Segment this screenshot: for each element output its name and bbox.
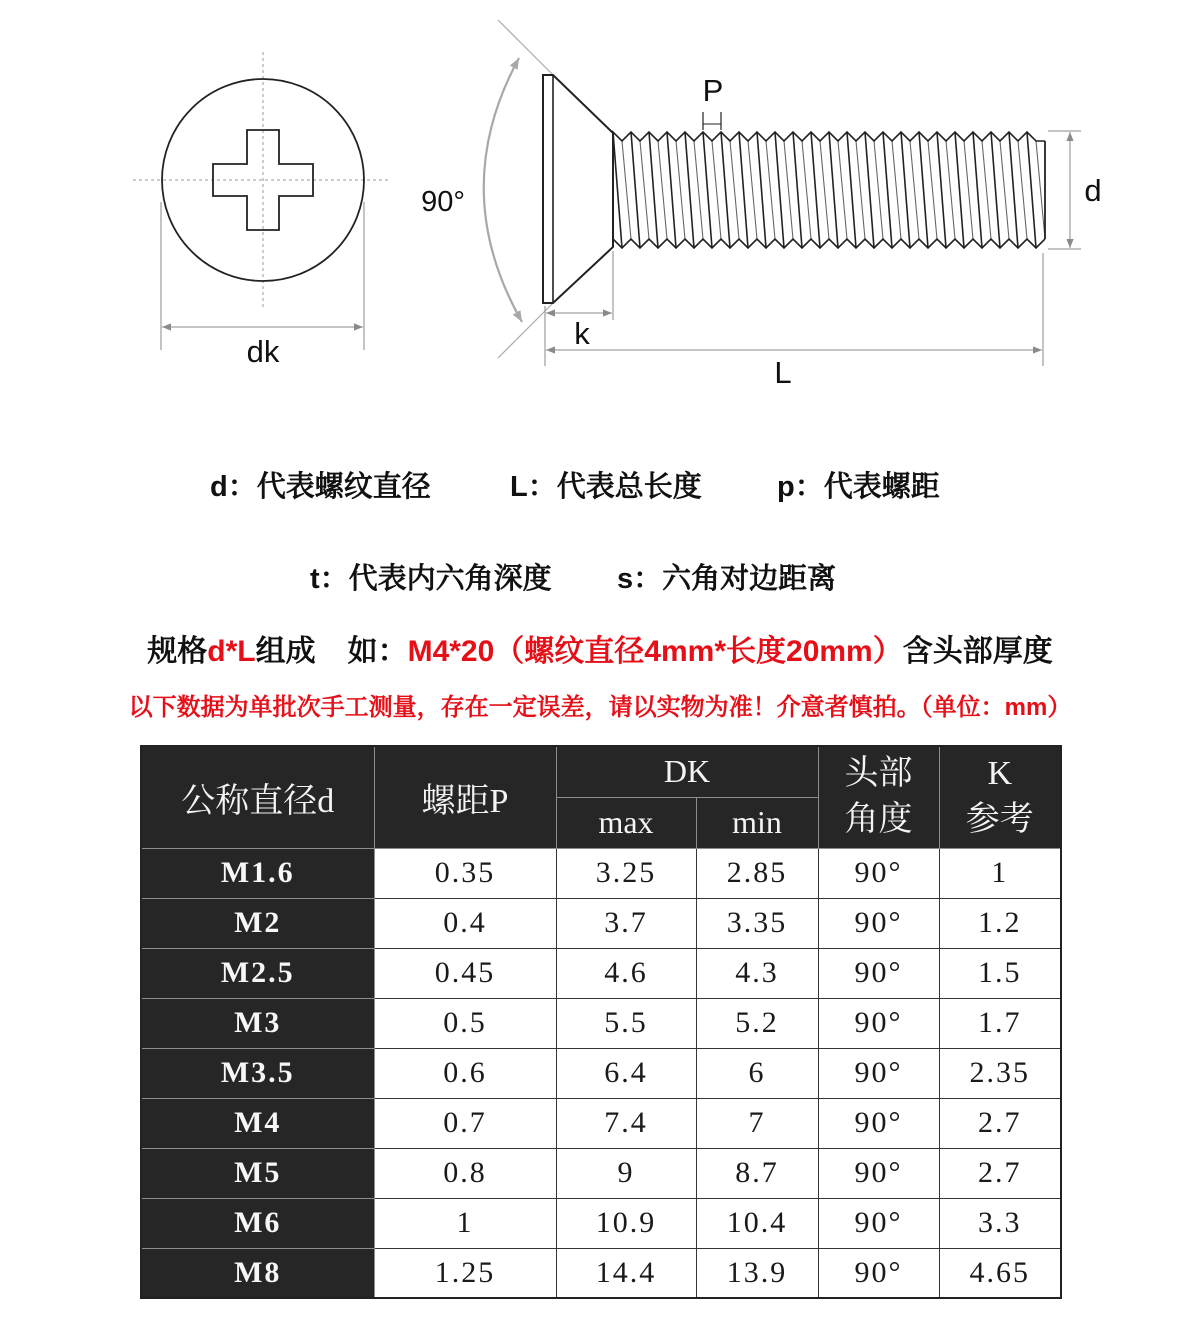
thread-root-line: [928, 141, 937, 239]
thread-root-line: [766, 141, 775, 239]
thread-crest-line: [757, 132, 766, 248]
screw-side-view: [421, 20, 1102, 390]
thread-crest-line: [847, 132, 856, 248]
thread-root-line: [964, 141, 973, 239]
thread-crest-line: [973, 132, 982, 248]
dk-max-cell: 3.25: [556, 848, 696, 898]
head-angle-cell: 90°: [818, 998, 939, 1048]
k-cell: 2.35: [939, 1048, 1061, 1098]
thread-root-line: [622, 141, 631, 239]
threaded-shank: [613, 132, 1045, 248]
thread-root-line: [1000, 141, 1009, 239]
legend-l: L：代表总长度: [510, 471, 702, 503]
thread-crest-line: [721, 132, 730, 248]
pitch-cell: 1.25: [374, 1248, 556, 1298]
dk-min-cell: 7: [696, 1098, 818, 1148]
dk-min-cell: 13.9: [696, 1248, 818, 1298]
pitch-cell: 0.4: [374, 898, 556, 948]
head-angle-cell: 90°: [818, 898, 939, 948]
thread-crest-line: [991, 132, 1000, 248]
k-cell: 1.5: [939, 948, 1061, 998]
k-cell: 1: [939, 848, 1061, 898]
header-head-angle-line2: 角度: [844, 801, 913, 839]
thread-root-line: [982, 141, 991, 239]
thread-crest-line: [631, 132, 640, 248]
dk-max-cell: 4.6: [556, 948, 696, 998]
header-head-angle-line1: 头部: [844, 755, 913, 793]
header-dk: DK: [556, 746, 818, 797]
spec-formula: d*L: [207, 635, 256, 668]
thread-crest-line: [685, 132, 694, 248]
thread-root-line: [820, 141, 829, 239]
thread-root-line: [1018, 141, 1027, 239]
head-angle-cell: 90°: [818, 1248, 939, 1298]
pitch-cell: 0.8: [374, 1148, 556, 1198]
head-angle-cell: 90°: [818, 1198, 939, 1248]
spec-example-value: M4*20（螺纹直径4mm*长度20mm）: [407, 635, 903, 668]
table-row: [141, 1148, 1061, 1198]
thread-root-line: [658, 141, 667, 239]
thread-root-line: [946, 141, 955, 239]
header-dk-max: max: [556, 797, 696, 848]
pitch-cell: 0.35: [374, 848, 556, 898]
thread-crest-line: [613, 132, 622, 248]
nominal-diameter-cell: M3.5: [141, 1048, 374, 1098]
pitch-cell: 0.7: [374, 1098, 556, 1148]
spec-example-label: 如：: [347, 635, 408, 668]
dk-max-cell: 5.5: [556, 998, 696, 1048]
dk-max-cell: 3.7: [556, 898, 696, 948]
thread-root-line: [712, 141, 721, 239]
spec-format-note: [40, 632, 1160, 672]
thread-root-line: [748, 141, 757, 239]
length-label: L: [774, 355, 792, 390]
thread-crest-line: [703, 132, 712, 248]
angle-extension-line-top: [498, 20, 553, 75]
thread-crest-line: [829, 132, 838, 248]
pitch-label: P: [702, 73, 724, 108]
thread-root-line: [784, 141, 793, 239]
thread-root-line: [730, 141, 739, 239]
thread-crest-line: [1027, 132, 1036, 248]
screw-dimension-diagram: [0, 0, 1200, 420]
nominal-diameter-cell: M4: [141, 1098, 374, 1148]
thread-root-line: [838, 141, 847, 239]
spec-suffix: 组成: [255, 635, 316, 668]
head-angle-cell: 90°: [818, 848, 939, 898]
pitch-cell: 0.6: [374, 1048, 556, 1098]
table-row: [141, 948, 1061, 998]
header-k-line1: K: [987, 755, 1013, 793]
nominal-diameter-cell: M2.5: [141, 948, 374, 998]
table-row: [141, 1248, 1061, 1298]
pitch-cell: 0.5: [374, 998, 556, 1048]
thread-crest-line: [649, 132, 658, 248]
thread-root-line: [802, 141, 811, 239]
dk-min-cell: 10.4: [696, 1198, 818, 1248]
header-head-angle: [818, 746, 939, 848]
table-header-row: [141, 746, 1061, 797]
thread-root-line: [910, 141, 919, 239]
header-k-line2: 参考: [965, 801, 1034, 839]
table-row: [141, 898, 1061, 948]
thread-root-line: [856, 141, 865, 239]
thread-crest-line: [811, 132, 820, 248]
spec-table: [140, 745, 1062, 1299]
nominal-diameter-cell: M3: [141, 998, 374, 1048]
nominal-diameter-cell: M8: [141, 1248, 374, 1298]
legend-t: t：代表内六角深度: [310, 563, 552, 595]
thread-crest-line: [865, 132, 874, 248]
head-angle-label: 90°: [421, 186, 465, 218]
thread-root-line: [694, 141, 703, 239]
thread-crest-line: [883, 132, 892, 248]
head-top-view: [133, 52, 388, 369]
table-row: [141, 1098, 1061, 1148]
spec-example-note: 含头部厚度: [902, 635, 1053, 668]
k-cell: 4.65: [939, 1248, 1061, 1298]
nominal-diameter-cell: M6: [141, 1198, 374, 1248]
dk-max-cell: 14.4: [556, 1248, 696, 1298]
header-dk-min: min: [696, 797, 818, 848]
thread-root-line: [874, 141, 883, 239]
dk-label: dk: [246, 334, 280, 369]
thread-crest-line: [739, 132, 748, 248]
dk-max-cell: 6.4: [556, 1048, 696, 1098]
k-cell: 2.7: [939, 1148, 1061, 1198]
table-row: [141, 848, 1061, 898]
legend-s: s：六角对边距离: [617, 563, 837, 595]
thread-crest-line: [901, 132, 910, 248]
dk-min-cell: 3.35: [696, 898, 818, 948]
spec-prefix: 规格: [147, 635, 208, 668]
nominal-diameter-cell: M2: [141, 898, 374, 948]
header-nominal-diameter: 公称直径d: [141, 746, 374, 848]
thread-root-line: [892, 141, 901, 239]
thread-root-line: [1036, 141, 1045, 239]
k-cell: 2.7: [939, 1098, 1061, 1148]
pitch-cell: 1: [374, 1198, 556, 1248]
thread-root-line: [676, 141, 685, 239]
thread-crest-line: [919, 132, 928, 248]
pitch-cell: 0.45: [374, 948, 556, 998]
thread-crest-line: [1009, 132, 1018, 248]
dk-min-cell: 2.85: [696, 848, 818, 898]
thread-root-line: [640, 141, 649, 239]
thread-diameter-label: d: [1084, 173, 1102, 208]
k-cell: 1.7: [939, 998, 1061, 1048]
dk-min-cell: 6: [696, 1048, 818, 1098]
thread-crest-line: [955, 132, 964, 248]
dk-min-cell: 4.3: [696, 948, 818, 998]
header-pitch: 螺距P: [374, 746, 556, 848]
dk-max-cell: 9: [556, 1148, 696, 1198]
thread-crest-line: [775, 132, 784, 248]
head-angle-cell: 90°: [818, 1098, 939, 1148]
k-cell: 1.2: [939, 898, 1061, 948]
dk-min-cell: 8.7: [696, 1148, 818, 1198]
k-cell: 3.3: [939, 1198, 1061, 1248]
dk-min-cell: 5.2: [696, 998, 818, 1048]
head-angle-cell: 90°: [818, 1148, 939, 1198]
legend-p: p：代表螺距: [777, 471, 940, 503]
dk-max-cell: 10.9: [556, 1198, 696, 1248]
table-row: [141, 1048, 1061, 1098]
table-row: [141, 998, 1061, 1048]
head-height-label: k: [574, 316, 590, 351]
nominal-diameter-cell: M1.6: [141, 848, 374, 898]
header-k-reference: [939, 746, 1061, 848]
measurement-disclaimer: 以下数据为单批次手工测量，存在一定误差，请以实物为准！介意者慎拍。（单位：mm）: [128, 694, 1072, 721]
thread-crest-line: [793, 132, 802, 248]
thread-crest-line: [667, 132, 676, 248]
dk-max-cell: 7.4: [556, 1098, 696, 1148]
table-row: [141, 1198, 1061, 1248]
angle-arc: [484, 58, 522, 322]
head-angle-cell: 90°: [818, 1048, 939, 1098]
legend-d: d：代表螺纹直径: [210, 471, 431, 503]
thread-crest-line: [937, 132, 946, 248]
thread-bottom-profile: [613, 239, 1045, 248]
nominal-diameter-cell: M5: [141, 1148, 374, 1198]
head-angle-cell: 90°: [818, 948, 939, 998]
